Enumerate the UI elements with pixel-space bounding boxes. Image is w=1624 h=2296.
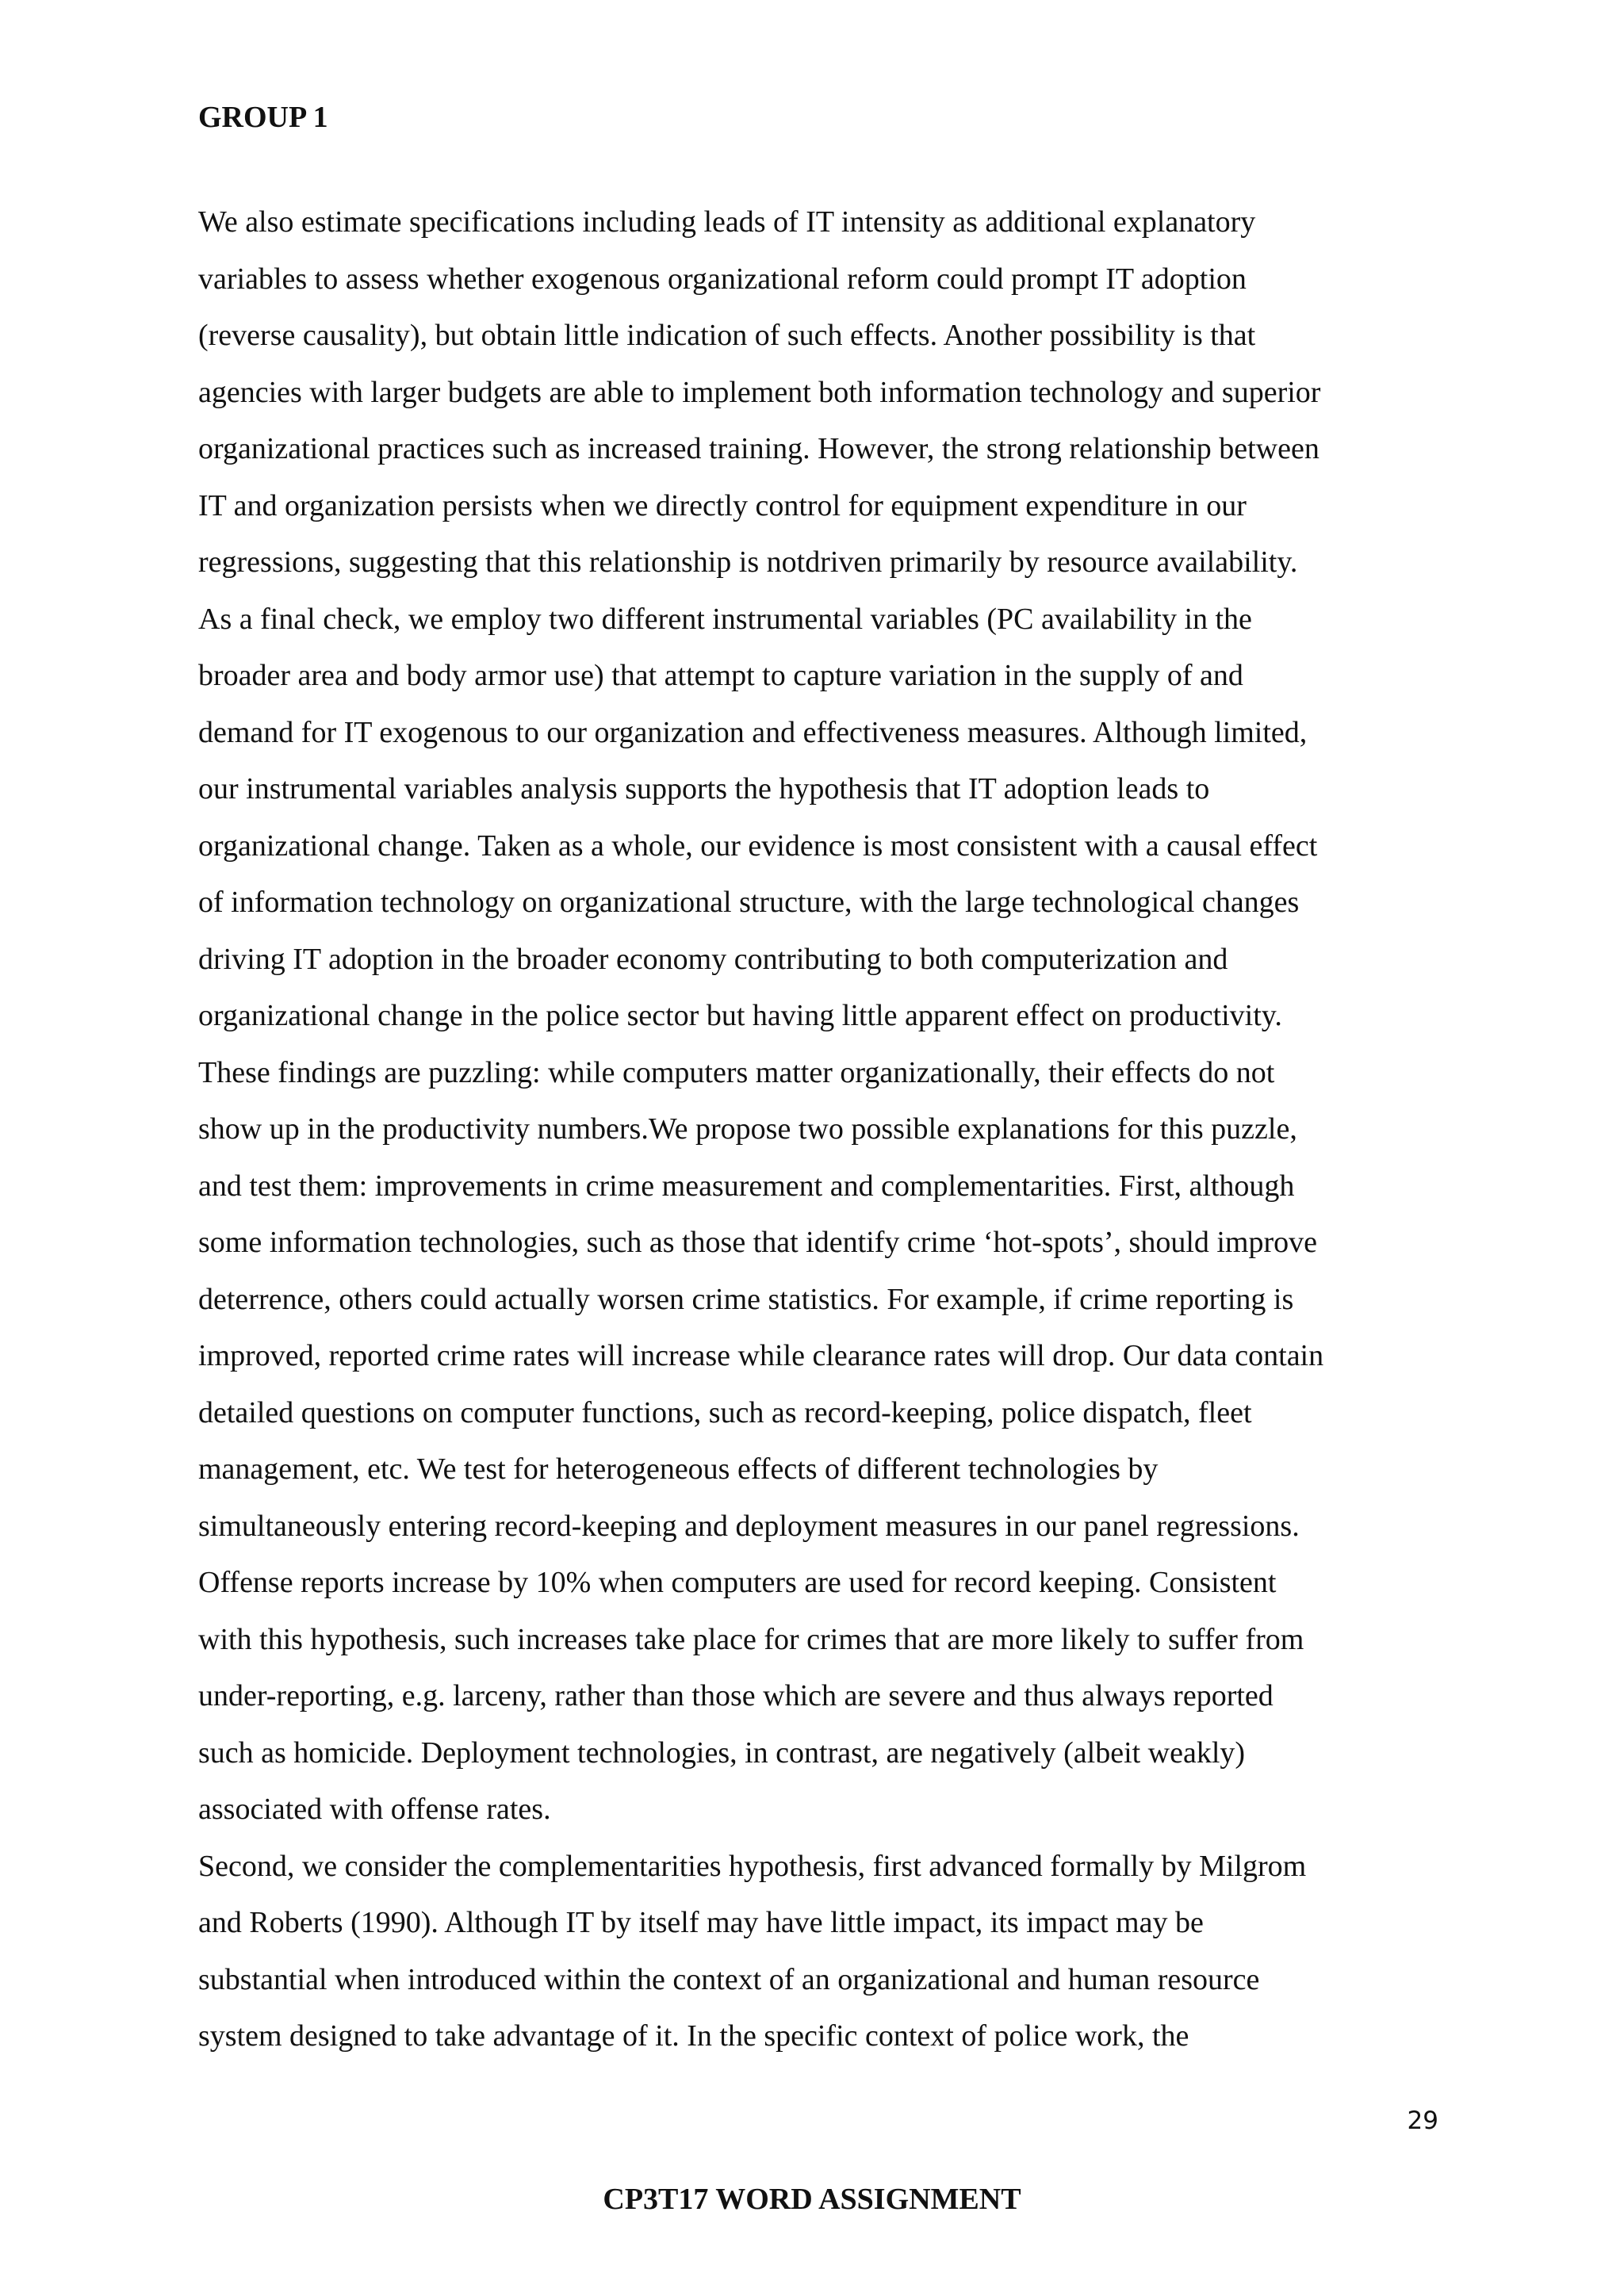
text-line: substantial when introduced within the context of an organizational and human resource [198, 1962, 1260, 1996]
text-line: Second, we consider the complementarities hypothesis, first advanced formally by Milgrom [198, 1849, 1307, 1883]
text-line: our instrumental variables analysis supports the hypothesis that IT adoption leads to [198, 772, 1210, 806]
body-text [198, 194, 1451, 2065]
text-line: demand for IT exogenous to our organization and effectiveness measures. Although limited, [198, 715, 1308, 749]
text-line: associated with offense rates. [198, 1793, 551, 1826]
text-line: simultaneously entering record-keeping and deployment measures in our panel regressions. [198, 1509, 1300, 1543]
page-number: 29 [1407, 2107, 1438, 2135]
text-line: some information technologies, such as those that identify crime ‘hot-spots’, should improve [198, 1226, 1318, 1259]
text-line: organizational change. Taken as a whole, our evidence is most consistent with a causal effect [198, 828, 1318, 863]
text-line: under-reporting, e.g. larceny, rather than those which are severe and thus always reported [198, 1679, 1274, 1712]
text-line: with this hypothesis, such increases take place for crimes that are more likely to suffer from [198, 1622, 1304, 1656]
text-line: detailed questions on computer functions, such as record-keeping, police dispatch, fleet [198, 1395, 1252, 1429]
text-line: and Roberts (1990). Although IT by itself may have little impact, its impact may be [198, 1906, 1204, 1939]
text-line: Offense reports increase by 10% when computers are used for record keeping. Consistent [198, 1566, 1277, 1599]
section-heading: GROUP 1 [198, 101, 328, 134]
text-line: broader area and body armor use) that attempt to capture variation in the supply of and [198, 659, 1243, 692]
text-line: improved, reported crime rates will increase while clearance rates will drop. Our data contain [198, 1339, 1324, 1372]
text-line: deterrence, others could actually worsen crime statistics. For example, if crime reporting is [198, 1282, 1294, 1316]
text-line: organizational change in the police sector but having little apparent effect on productivity. [198, 999, 1282, 1032]
text-line: management, etc. We test for heterogeneous effects of different technologies by [198, 1452, 1159, 1486]
text-line: such as homicide. Deployment technologies, in contrast, are negatively (albeit weakly) [198, 1735, 1246, 1770]
text-line: and test them: improvements in crime measurement and complementarities. First, although [198, 1169, 1295, 1203]
text-line: These findings are puzzling: while computers matter organizationally, their effects do not [198, 1055, 1275, 1089]
text-line: As a final check, we employ two different instrumental variables (PC availability in the [198, 602, 1252, 636]
text-line: system designed to take advantage of it. In the specific context of police work, the [198, 2019, 1189, 2053]
text-line: IT and organization persists when we directly control for equipment expenditure in our [198, 488, 1247, 522]
text-line: (reverse causality), but obtain little indication of such effects. Another possibility is that [198, 319, 1256, 352]
text-line: show up in the productivity numbers.We propose two possible explanations for this puzzle, [198, 1112, 1297, 1146]
text-line: of information technology on organizational structure, with the large technological changes [198, 886, 1300, 919]
text-line: organizational practices such as increased training. However, the strong relationship between [198, 432, 1320, 465]
text-line: variables to assess whether exogenous organizational reform could prompt IT adoption [198, 262, 1247, 296]
text-line: agencies with larger budgets are able to implement both information technology and superior [198, 375, 1321, 409]
text-line: driving IT adoption in the broader economy contributing to both computerization and [198, 942, 1228, 976]
text-line: regressions, suggesting that this relationship is notdriven primarily by resource availability. [198, 545, 1298, 579]
text-line: We also estimate specifications including leads of IT intensity as additional explanatory [198, 205, 1256, 239]
page-footer: CP3T17 WORD ASSIGNMENT [603, 2183, 1021, 2216]
